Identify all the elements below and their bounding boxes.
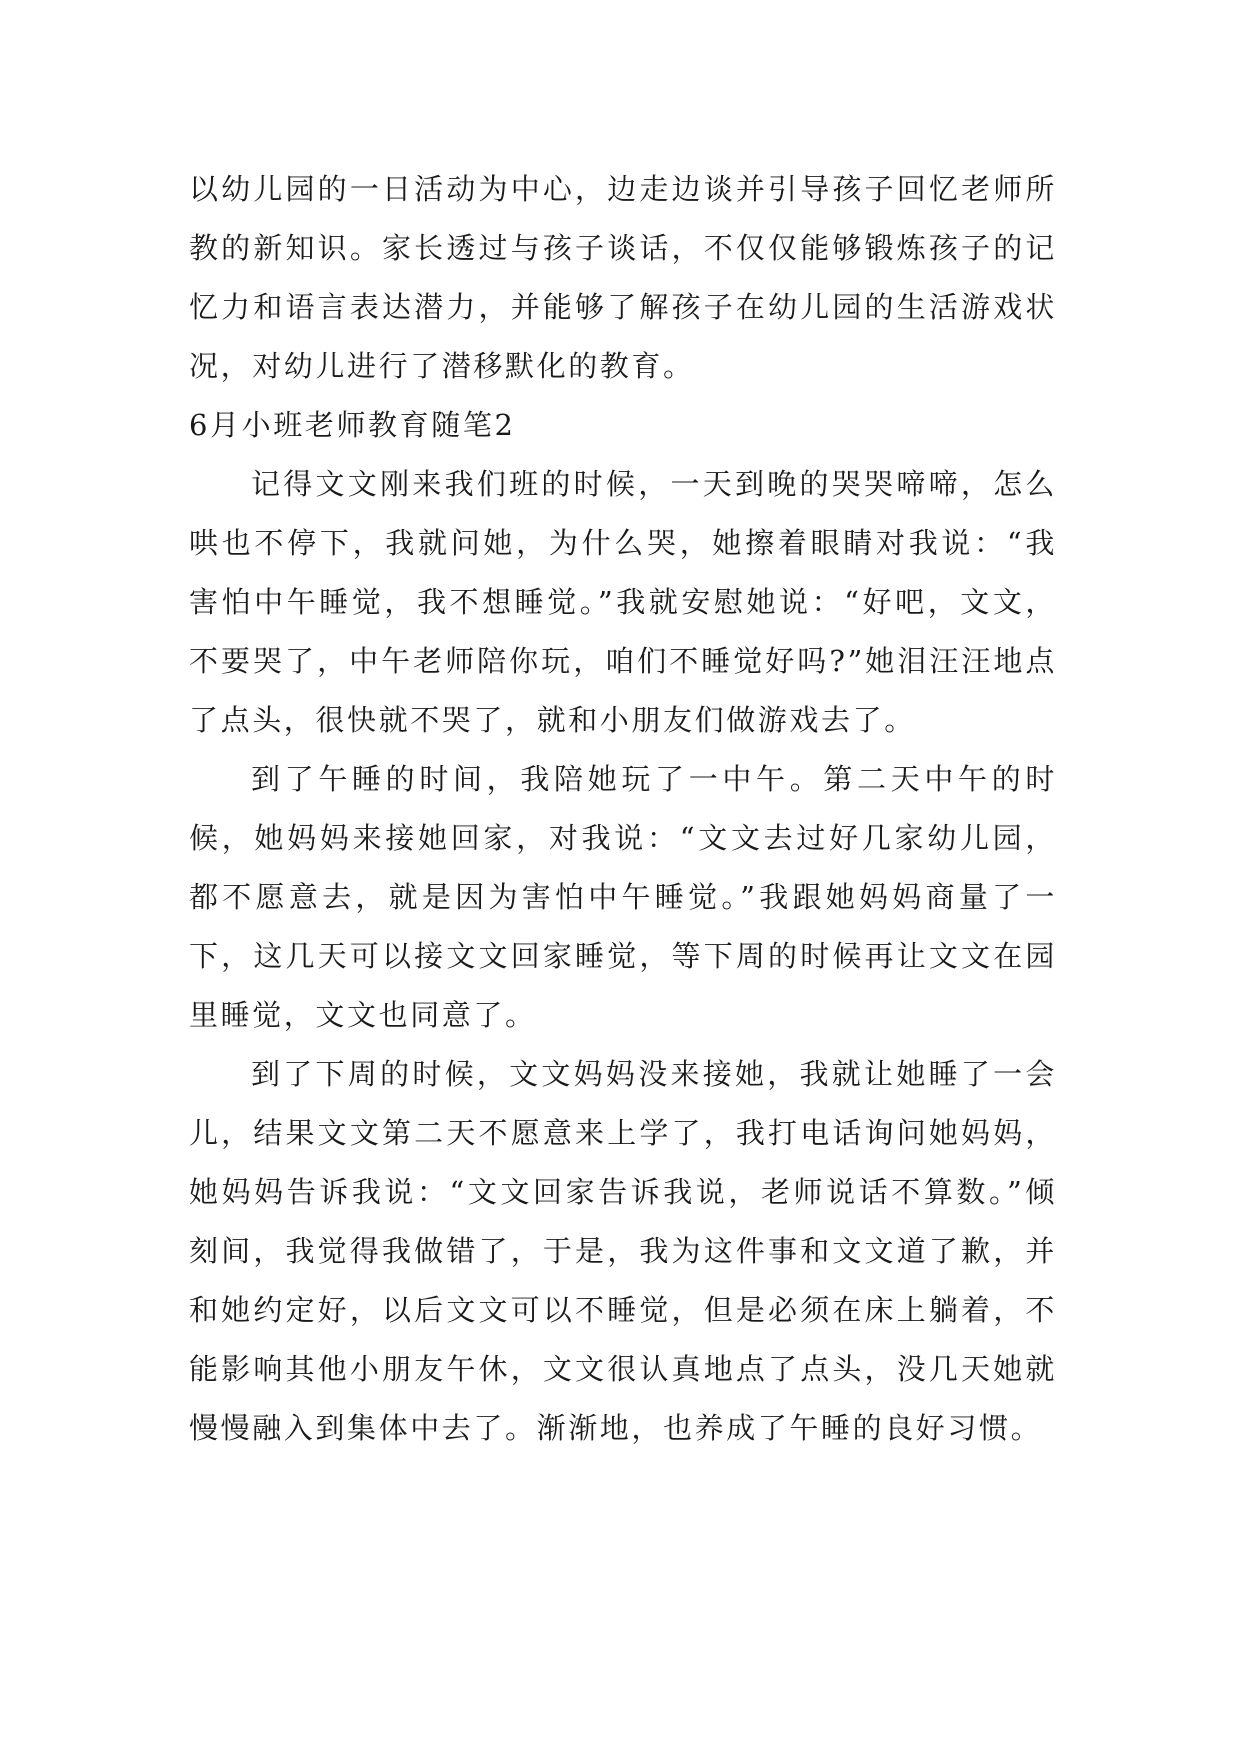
document-body bbox=[189, 160, 1057, 1458]
body-paragraph-3: 到了下周的时候，文文妈妈没来接她，我就让她睡了一会儿，结果文文第二天不愿意来上学了，我打电话询问她妈妈，她妈妈告诉我说：“文文回家告诉我说，老师说话不算数。”倾刻间，我觉得我做错了，于是，我为这件事和文文道了歉，并和她约定好，以后文文可以不睡觉，但是必须在床上躺着，不能影响其他小朋友午休，文文很认真地点了点头，没几天她就慢慢融入到集体中去了。渐渐地，也养成了午睡的良好习惯。 bbox=[189, 1057, 1057, 1445]
body-paragraph-1: 记得文文刚来我们班的时候，一天到晚的哭哭啼啼，怎么哄也不停下，我就问她，为什么哭，她擦着眼睛对我说：“我害怕中午睡觉，我不想睡觉。”我就安慰她说：“好吧，文文，不要哭了，中午老师陪你玩，咱们不睡觉好吗?”她泪汪汪地点了点头，很快就不哭了，就和小朋友们做游戏去了。 bbox=[189, 467, 1057, 737]
section-title: 6月小班老师教育随笔2 bbox=[189, 408, 516, 442]
intro-paragraph: 以幼儿园的一日活动为中心，边走边谈并引导孩子回忆老师所教的新知识。家长透过与孩子谈话，不仅仅能够锻炼孩子的记忆力和语言表达潜力，并能够了解孩子在幼儿园的生活游戏状况，对幼儿进行了潜移默化的教育。 bbox=[189, 172, 1057, 383]
body-paragraph-2: 到了午睡的时间，我陪她玩了一中午。第二天中午的时候，她妈妈来接她回家，对我说：“文文去过好几家幼儿园，都不愿意去，就是因为害怕中午睡觉。”我跟她妈妈商量了一下，这几天可以接文文回家睡觉，等下周的时候再让文文在园里睡觉，文文也同意了。 bbox=[189, 762, 1057, 1032]
